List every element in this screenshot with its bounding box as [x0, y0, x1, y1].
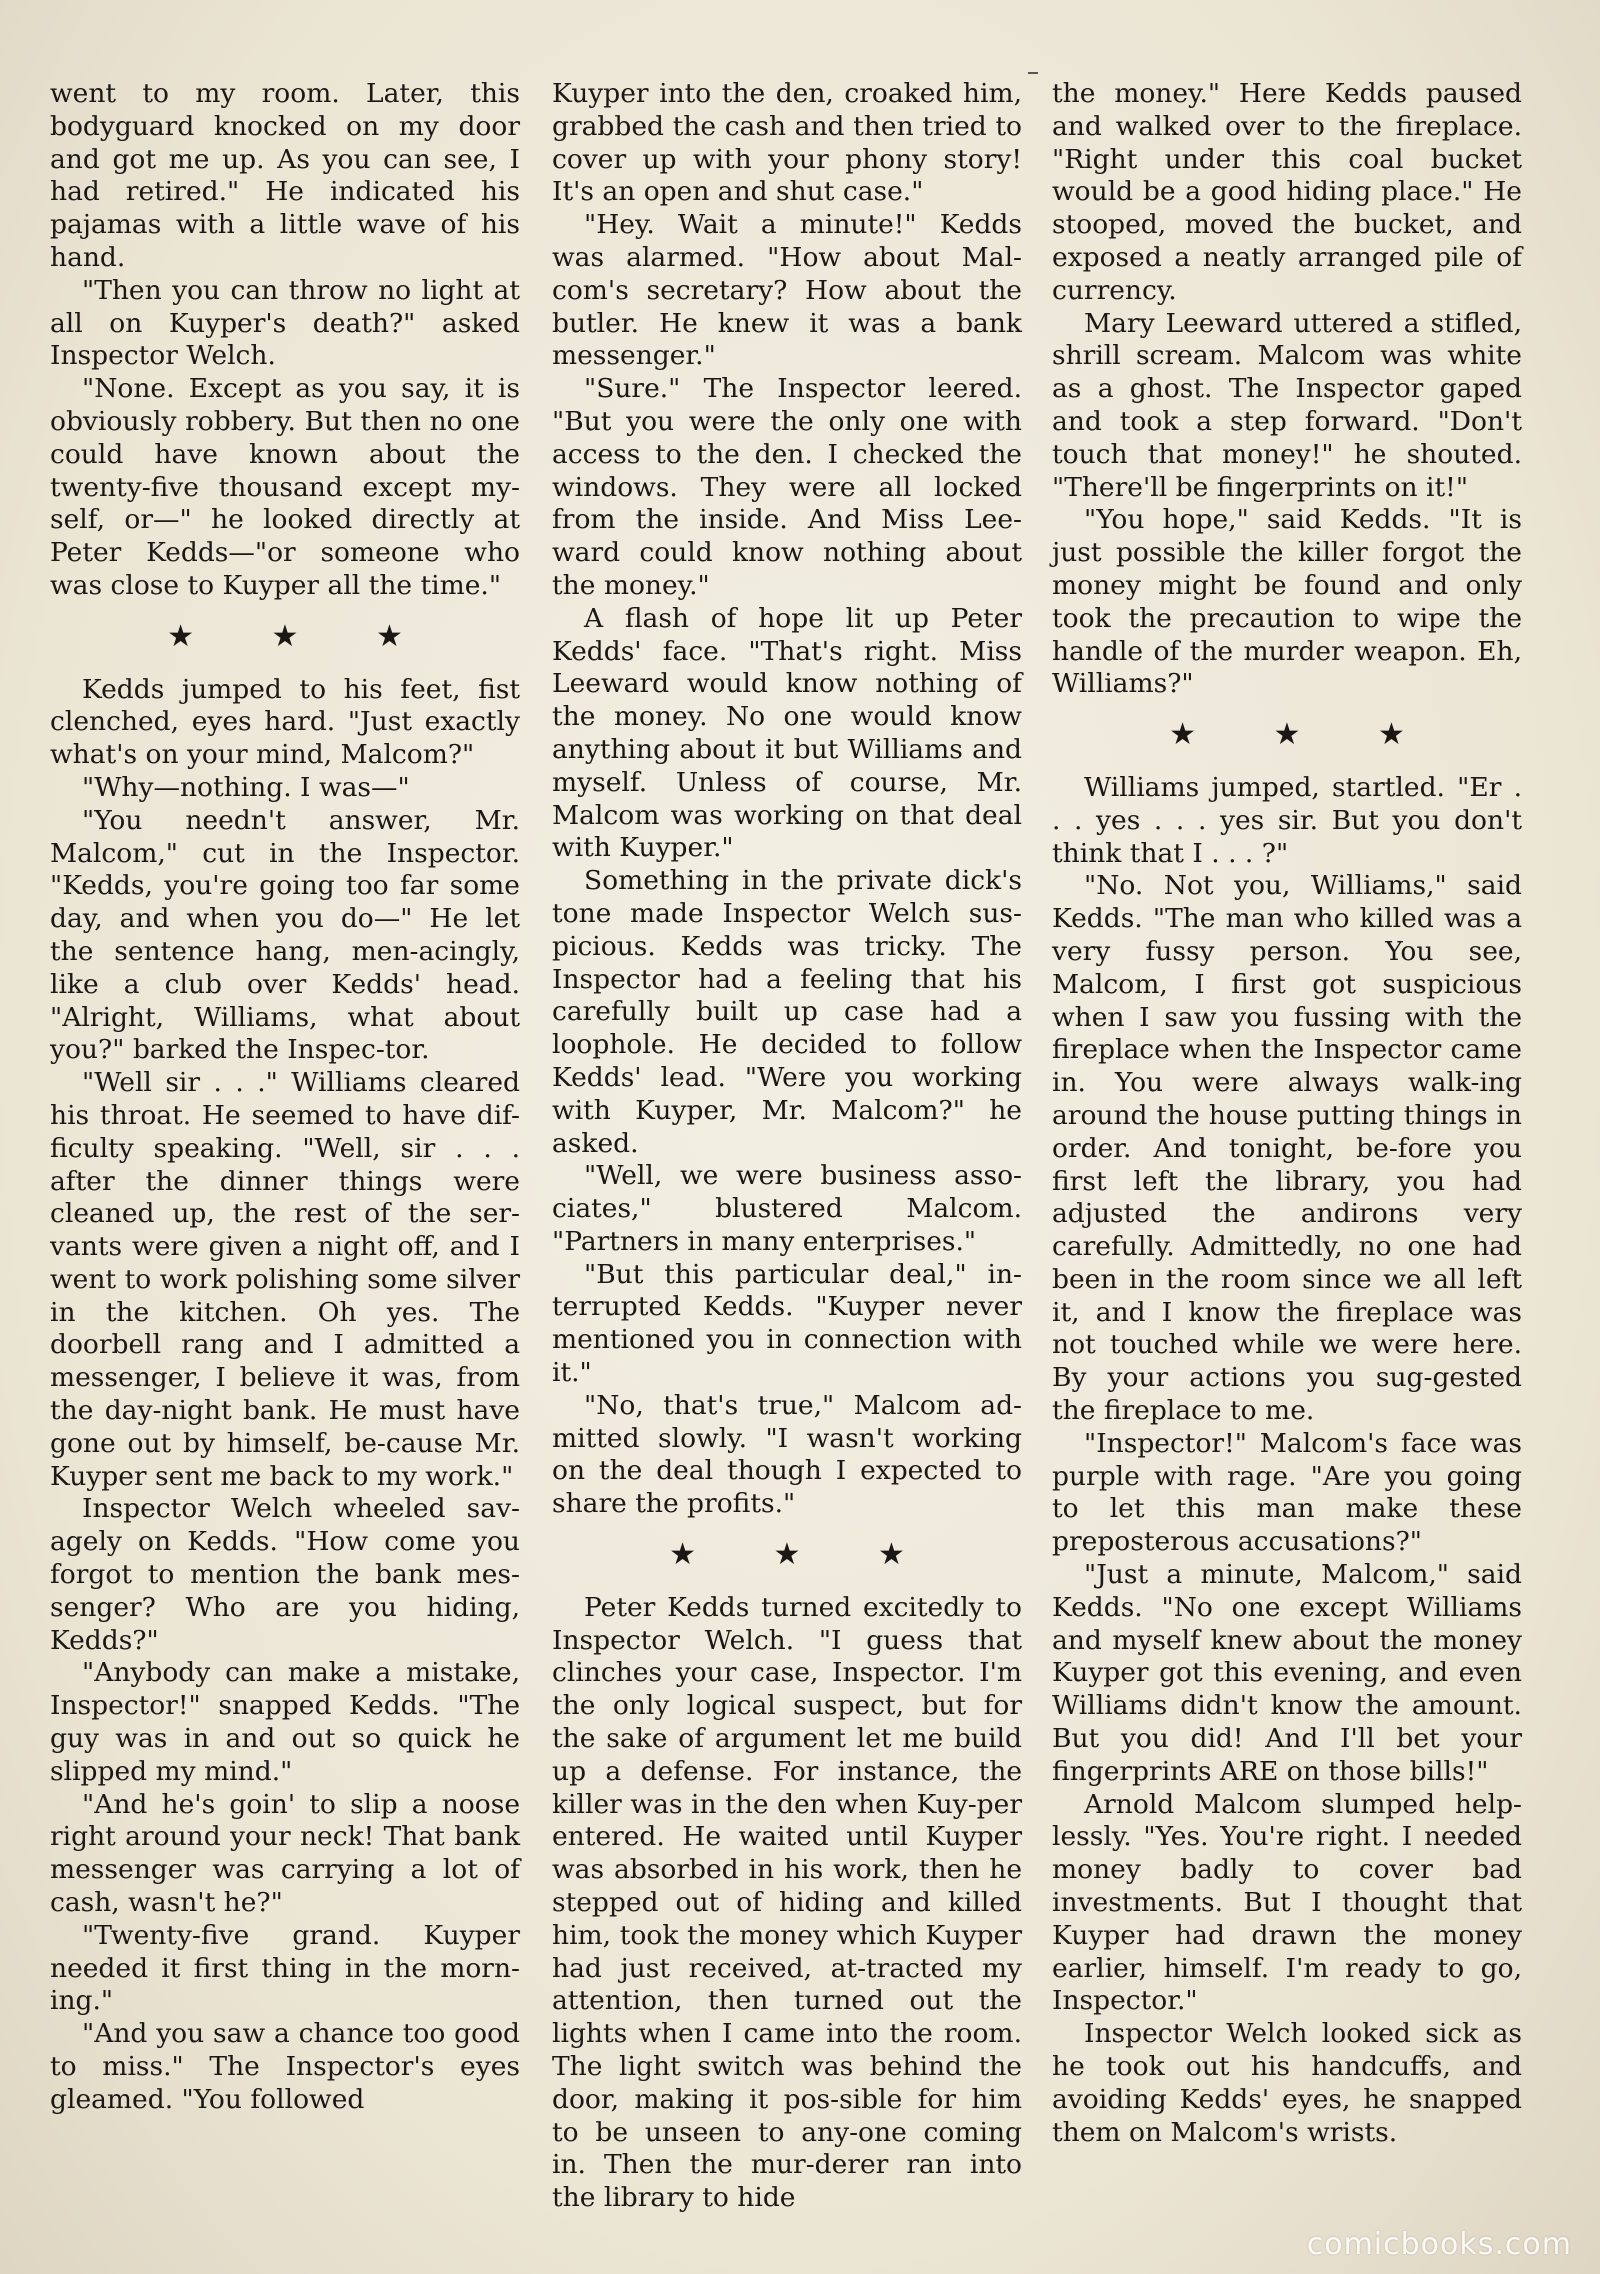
paragraph: the money." Here Kedds paused and walked over to the fireplace. "Right under this coal bucket would be a good hiding place." He stooped, moved the bucket, and exposed a neatly arranged pile of currency.	[1052, 78, 1522, 306]
text-column-1	[50, 78, 520, 2117]
paragraph: "You needn't answer, Mr. Malcom," cut in the Inspector. "Kedds, you're going too far some day, and when you do—" He let the sentence hang, men-acingly, like a club over Kedds' head. "Alright, Williams, what about you?" barked the Inspec-tor.	[50, 804, 520, 1066]
paragraph: Arnold Malcom slumped help-lessly. "Yes. You're right. I needed money badly to cover bad investments. But I thought that Kuyper had drawn the money earlier, himself. I'm ready to go, Inspector."	[1052, 1788, 1522, 2017]
paragraph: "Then you can throw no light at all on Kuyper's death?" asked Inspector Welch.	[50, 274, 520, 372]
paragraph: Mary Leeward uttered a stifled, shrill scream. Malcom was white as a ghost. The Inspector gaped and took a step forward. "Don't touch that money!" he shouted. "There'll be fingerprints on it!"	[1052, 307, 1522, 503]
paragraph: "But this particular deal," in-terrupted Kedds. "Kuyper never mentioned you in connection with it."	[552, 1258, 1022, 1389]
paragraph: "Hey. Wait a minute!" Kedds was alarmed. "How about Mal-com's secretary? How about the butler. He knew it was a bank messenger."	[552, 209, 1022, 372]
section-break-stars: ★ ★ ★	[167, 618, 437, 654]
paragraph: "No, that's true," Malcom ad-mitted slowly. "I wasn't working on the deal though I expected to share the profits."	[552, 1389, 1022, 1520]
watermark: comicbooks.com	[1306, 2227, 1572, 2262]
paragraph: went to my room. Later, this bodyguard knocked on my door and got me up. As you can see, I had retired." He indicated his pajamas with a little wave of his hand.	[50, 78, 520, 273]
paragraph: "Just a minute, Malcom," said Kedds. "No one except Williams and myself knew about the money Kuyper got this evening, and even Williams didn't know the amount. But you did! And I'll bet your fingerprints ARE on those bills!"	[1052, 1559, 1522, 1787]
paragraph: Kuyper into the den, croaked him, grabbed the cash and then tried to cover up with your phony story! It's an open and shut case."	[552, 78, 1022, 208]
paragraph: "Twenty-five grand. Kuyper needed it first thing in the morn-ing."	[50, 1919, 520, 2017]
paragraph: A flash of hope lit up Peter Kedds' face. "That's right. Miss Leeward would know nothing of the money. No one would know anything about it but Williams and myself. Unless of course, Mr. Malcom was working on that deal with Kuyper."	[552, 602, 1022, 864]
paragraph: "Inspector!" Malcom's face was purple with rage. "Are you going to let this man make these preposterous accusations?"	[1052, 1427, 1522, 1558]
paragraph: "Why—nothing. I was—"	[82, 771, 410, 803]
section-break-stars: ★ ★ ★	[669, 1537, 939, 1573]
paragraph: Kedds jumped to his feet, fist clenched, eyes hard. "Just exactly what's on your mind, Malcom?"	[50, 673, 520, 771]
paragraph: "And he's goin' to slip a noose right around your neck! That bank messenger was carrying a lot of cash, wasn't he?"	[50, 1788, 520, 1919]
paragraph: Inspector Welch wheeled sav-agely on Kedds. "How come you forgot to mention the bank mes-senger? Who are you hiding, Kedds?"	[50, 1493, 520, 1656]
text-column-3	[1052, 78, 1522, 2149]
paragraph: Peter Kedds turned excitedly to Inspector Welch. "I guess that clinches your case, Inspector. I'm the only logical suspect, but for the sake of argument let me build up a defense. For instance, the killer was in the den when Kuy-per entered. He waited until Kuyper was absorbed in his work, then he stepped out of hiding and killed him, took the money which Kuyper had just received, at-tracted my attention, then turned out the lights when I came into the room. The light switch was behind the door, making it pos-sible for him to be unseen to any-one coming in. Then the mur-derer ran into the library to hide	[552, 1591, 1022, 2214]
paragraph: "Well, we were business asso-ciates," blustered Malcom. "Partners in many enterprises."	[552, 1160, 1022, 1257]
paragraph: Inspector Welch looked sick as he took out his handcuffs, and avoiding Kedds' eyes, he snapped them on Malcom's wrists.	[1052, 2018, 1522, 2148]
paragraph: Williams jumped, startled. "Er . . . yes . . . yes sir. But you don't think that I . . . ?"	[1052, 771, 1522, 869]
paragraph: "No. Not you, Williams," said Kedds. "The man who killed was a very fussy person. You see, Malcom, I first got suspicious when I saw you fussing with the fireplace when the Inspector came in. You were always walk-ing around the house putting things in order. And tonight, be-fore you first left the library, you had adjusted the andirons very carefully. Admittedly, no one had been in the room since we all left it, and I know the fireplace was not touched while we were here. By your actions you sug-gested the fireplace to me.	[1052, 870, 1522, 1427]
paragraph: "None. Except as you say, it is obviously robbery. But then no one could have known about the twenty-five thousand except my-self, or—" he looked directly at Peter Kedds—"or someone who was close to Kuyper all the time."	[50, 373, 520, 601]
paragraph: "Anybody can make a mistake, Inspector!" snapped Kedds. "The guy was in and out so quick he slipped my mind."	[50, 1657, 520, 1787]
gutter-mark	[1028, 72, 1038, 78]
paragraph: "And you saw a chance too good to miss." The Inspector's eyes gleamed. "You followed	[50, 2018, 520, 2115]
paragraph: Something in the private dick's tone made Inspector Welch sus-picious. Kedds was tricky. The Inspector had a feeling that his carefully built up case had a loophole. He decided to follow Kedds' lead. "Were you working with Kuyper, Mr. Malcom?" he asked.	[552, 865, 1022, 1159]
section-break-stars: ★ ★ ★	[1169, 717, 1439, 753]
paragraph: "Sure." The Inspector leered. "But you were the only one with access to the den. I checked the windows. They were all locked from the inside. And Miss Lee-ward could know nothing about the money."	[552, 373, 1022, 601]
paragraph: "You hope," said Kedds. "It is just possible the killer forgot the money might be found and only took the precaution to wipe the handle of the murder weapon. Eh, Williams?"	[1052, 504, 1522, 700]
paragraph: "Well sir . . ." Williams cleared his throat. He seemed to have dif-ficulty speaking. "Well, sir . . . after the dinner things were cleaned up, the rest of the ser-vants were given a night off, and I went to work polishing some silver in the kitchen. Oh yes. The doorbell rang and I admitted a messenger, I believe it was, from the day-night bank. He must have gone out by himself, be-cause Mr. Kuyper sent me back to my work."	[50, 1067, 520, 1492]
text-column-2	[552, 78, 1022, 2215]
